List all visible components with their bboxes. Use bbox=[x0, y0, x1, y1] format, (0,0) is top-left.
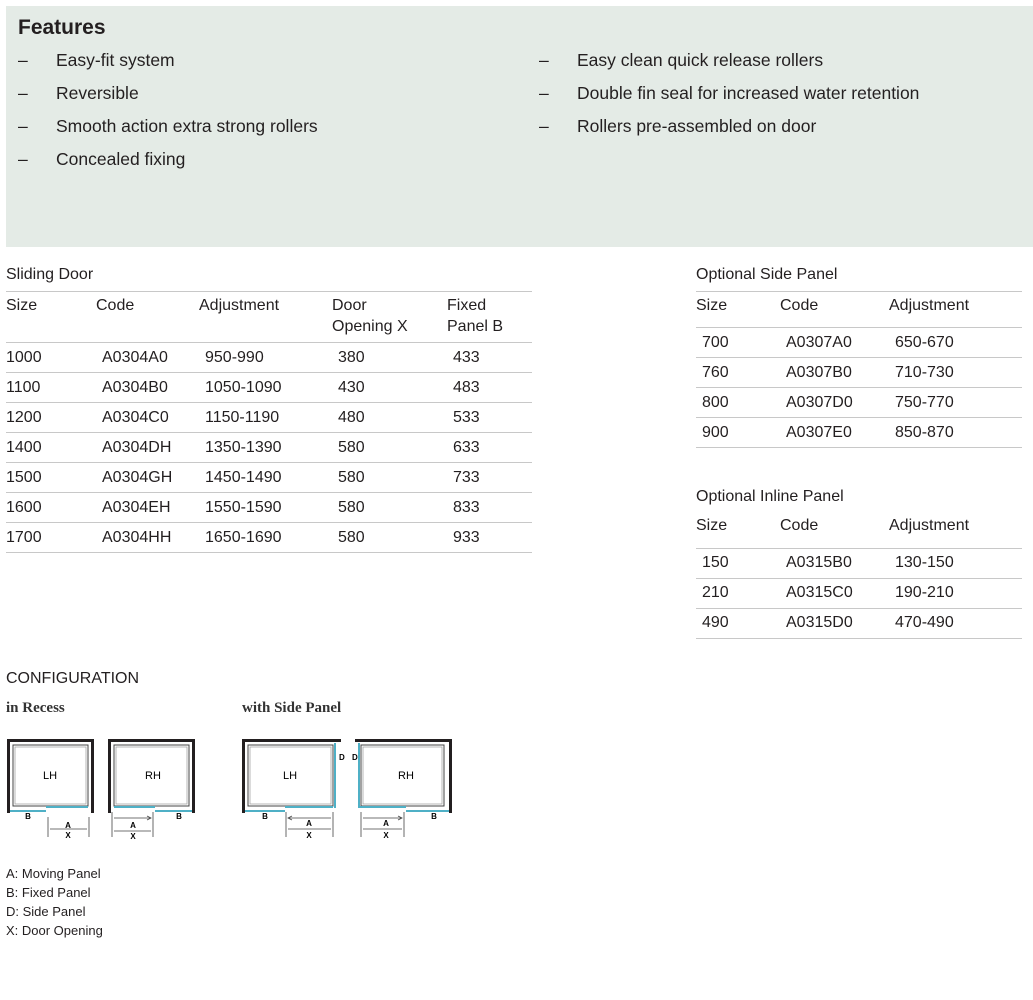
svg-text:B: B bbox=[262, 812, 268, 821]
cell-adjustment: 1050-1090 bbox=[205, 378, 282, 396]
cell-code: A0307E0 bbox=[786, 423, 852, 441]
col-adjustment: Adjustment bbox=[889, 517, 970, 534]
feature-item: – Smooth action extra strong rollers bbox=[18, 116, 318, 136]
table-row bbox=[6, 433, 532, 463]
in-recess-label: in Recess bbox=[6, 700, 65, 716]
cell-code: A0307B0 bbox=[786, 363, 852, 381]
table-row bbox=[696, 418, 1022, 448]
table-row bbox=[696, 578, 1022, 608]
svg-text:B: B bbox=[25, 812, 31, 821]
legend-item-side-panel: D: Side Panel bbox=[6, 904, 86, 919]
cell-code: A0315D0 bbox=[786, 614, 853, 631]
svg-text:X: X bbox=[65, 831, 71, 840]
cell-fixed-panel: 483 bbox=[453, 378, 480, 396]
svg-text:A: A bbox=[383, 819, 389, 828]
table-row bbox=[6, 373, 532, 403]
cell-door-opening: 480 bbox=[338, 408, 365, 426]
cell-adjustment: 1550-1590 bbox=[205, 498, 282, 516]
side-panel-rows bbox=[696, 328, 1022, 448]
cell-adjustment: 470-490 bbox=[895, 614, 954, 631]
table-header-row bbox=[696, 512, 1022, 548]
svg-text:D: D bbox=[352, 753, 358, 762]
svg-text:X: X bbox=[130, 832, 136, 841]
table-row bbox=[696, 358, 1022, 388]
cell-door-opening: 580 bbox=[338, 528, 365, 546]
cell-door-opening: 580 bbox=[338, 468, 365, 486]
cell-code: A0304A0 bbox=[102, 348, 168, 366]
cell-size: 1000 bbox=[6, 348, 42, 366]
cell-adjustment: 710-730 bbox=[895, 363, 954, 381]
svg-text:B: B bbox=[431, 812, 437, 821]
cell-size: 210 bbox=[702, 584, 729, 601]
col-code: Code bbox=[780, 517, 819, 534]
svg-text:A: A bbox=[65, 821, 71, 830]
sliding-door-title: Sliding Door bbox=[6, 266, 94, 283]
col-code: Code bbox=[780, 297, 819, 314]
features-list-left bbox=[18, 50, 318, 182]
features-panel bbox=[6, 6, 1033, 247]
table-row bbox=[6, 493, 532, 523]
cell-code: A0307D0 bbox=[786, 393, 853, 411]
feature-item: – Easy-fit system bbox=[18, 50, 175, 70]
cell-code: A0304HH bbox=[102, 528, 172, 546]
feature-item: – Reversible bbox=[18, 83, 139, 103]
with-side-panel-label: with Side Panel bbox=[242, 700, 342, 716]
cell-size: 1100 bbox=[6, 378, 41, 396]
cell-fixed-panel: 533 bbox=[453, 408, 480, 426]
cell-fixed-panel: 433 bbox=[453, 348, 480, 366]
cell-code: A0304C0 bbox=[102, 408, 169, 426]
svg-text:B: B bbox=[176, 812, 182, 821]
legend-item-fixed-panel: B: Fixed Panel bbox=[6, 885, 91, 900]
table-row bbox=[696, 608, 1022, 638]
side-panel-title: Optional Side Panel bbox=[696, 266, 838, 283]
cell-adjustment: 850-870 bbox=[895, 423, 954, 441]
table-row bbox=[6, 523, 532, 553]
diagram-recess-lh bbox=[6, 738, 98, 851]
cell-door-opening: 580 bbox=[338, 498, 365, 516]
svg-text:D: D bbox=[339, 753, 345, 762]
cell-door-opening: 580 bbox=[338, 438, 365, 456]
cell-adjustment: 1650-1690 bbox=[205, 528, 282, 546]
cell-size: 760 bbox=[702, 363, 729, 381]
cell-code: A0304DH bbox=[102, 438, 172, 456]
table-row bbox=[696, 548, 1022, 578]
feature-item: – Easy clean quick release rollers bbox=[539, 50, 824, 70]
inline-panel-rows bbox=[696, 548, 1022, 638]
svg-text:X: X bbox=[306, 831, 312, 840]
cell-adjustment: 650-670 bbox=[895, 333, 954, 351]
sliding-door-table bbox=[6, 291, 532, 553]
table-row bbox=[696, 328, 1022, 358]
sliding-door-rows bbox=[6, 343, 532, 553]
cell-adjustment: 190-210 bbox=[895, 584, 954, 601]
cell-fixed-panel: 733 bbox=[453, 468, 480, 486]
cell-size: 1200 bbox=[6, 408, 42, 426]
diagram-recess-rh bbox=[107, 738, 199, 851]
cell-adjustment: 750-770 bbox=[895, 393, 954, 411]
configuration-title: CONFIGURATION bbox=[6, 670, 140, 687]
lh-label: LH bbox=[42, 770, 58, 782]
features-list-right bbox=[539, 50, 919, 149]
svg-text:LH: LH bbox=[282, 770, 298, 782]
cell-fixed-panel: 933 bbox=[453, 528, 480, 546]
cell-adjustment: 1350-1390 bbox=[205, 438, 282, 456]
col-size: Size bbox=[6, 297, 38, 314]
table-row bbox=[6, 403, 532, 433]
table-row bbox=[696, 388, 1022, 418]
cell-size: 900 bbox=[702, 423, 729, 441]
table-row bbox=[6, 463, 532, 493]
cell-adjustment: 1150-1190 bbox=[205, 408, 280, 426]
svg-text:A: A bbox=[130, 821, 136, 830]
diagram-side-panel-rh bbox=[342, 738, 454, 851]
cell-door-opening: 430 bbox=[338, 378, 365, 396]
svg-text:X: X bbox=[383, 831, 389, 840]
svg-text:A: A bbox=[306, 819, 312, 828]
cell-size: 800 bbox=[702, 393, 729, 411]
feature-item: – Rollers pre-assembled on door bbox=[539, 116, 817, 136]
svg-text:RH: RH bbox=[398, 770, 414, 782]
inline-panel-title: Optional Inline Panel bbox=[696, 488, 844, 505]
features-title: Features bbox=[18, 16, 106, 39]
cell-code: A0315C0 bbox=[786, 584, 853, 601]
cell-size: 700 bbox=[702, 333, 729, 351]
feature-item: – Double fin seal for increased water retention bbox=[539, 83, 920, 103]
cell-adjustment: 130-150 bbox=[895, 554, 954, 571]
configuration-legend bbox=[6, 864, 103, 940]
cell-adjustment: 1450-1490 bbox=[205, 468, 282, 486]
col-adjustment: Adjustment bbox=[199, 297, 280, 314]
side-panel-table bbox=[696, 291, 1022, 448]
table-header-row bbox=[6, 292, 532, 343]
cell-code: A0304EH bbox=[102, 498, 171, 516]
legend-item-moving-panel: A: Moving Panel bbox=[6, 866, 101, 881]
legend-item-door-opening: X: Door Opening bbox=[6, 923, 103, 938]
col-size: Size bbox=[696, 297, 728, 314]
col-fixed-panel: Fixed Panel B bbox=[447, 297, 504, 335]
cell-code: A0304GH bbox=[102, 468, 173, 486]
cell-code: A0307A0 bbox=[786, 333, 852, 351]
cell-code: A0304B0 bbox=[102, 378, 168, 396]
cell-fixed-panel: 833 bbox=[453, 498, 480, 516]
cell-size: 150 bbox=[702, 554, 729, 571]
col-door-opening: Door Opening X bbox=[332, 297, 408, 335]
rh-label: RH bbox=[145, 770, 161, 782]
cell-size: 1500 bbox=[6, 468, 42, 486]
cell-adjustment: 950-990 bbox=[205, 348, 264, 366]
col-adjustment: Adjustment bbox=[889, 297, 970, 314]
feature-item: – Concealed fixing bbox=[18, 149, 186, 169]
cell-size: 490 bbox=[702, 614, 729, 631]
table-header-row bbox=[696, 292, 1022, 328]
cell-size: 1700 bbox=[6, 528, 42, 546]
cell-fixed-panel: 633 bbox=[453, 438, 480, 456]
table-row bbox=[6, 343, 532, 373]
col-size: Size bbox=[696, 517, 728, 534]
col-code: Code bbox=[96, 297, 135, 314]
cell-size: 1600 bbox=[6, 498, 42, 516]
cell-door-opening: 380 bbox=[338, 348, 365, 366]
cell-size: 1400 bbox=[6, 438, 42, 456]
cell-code: A0315B0 bbox=[786, 554, 852, 571]
inline-panel-table bbox=[696, 512, 1022, 639]
